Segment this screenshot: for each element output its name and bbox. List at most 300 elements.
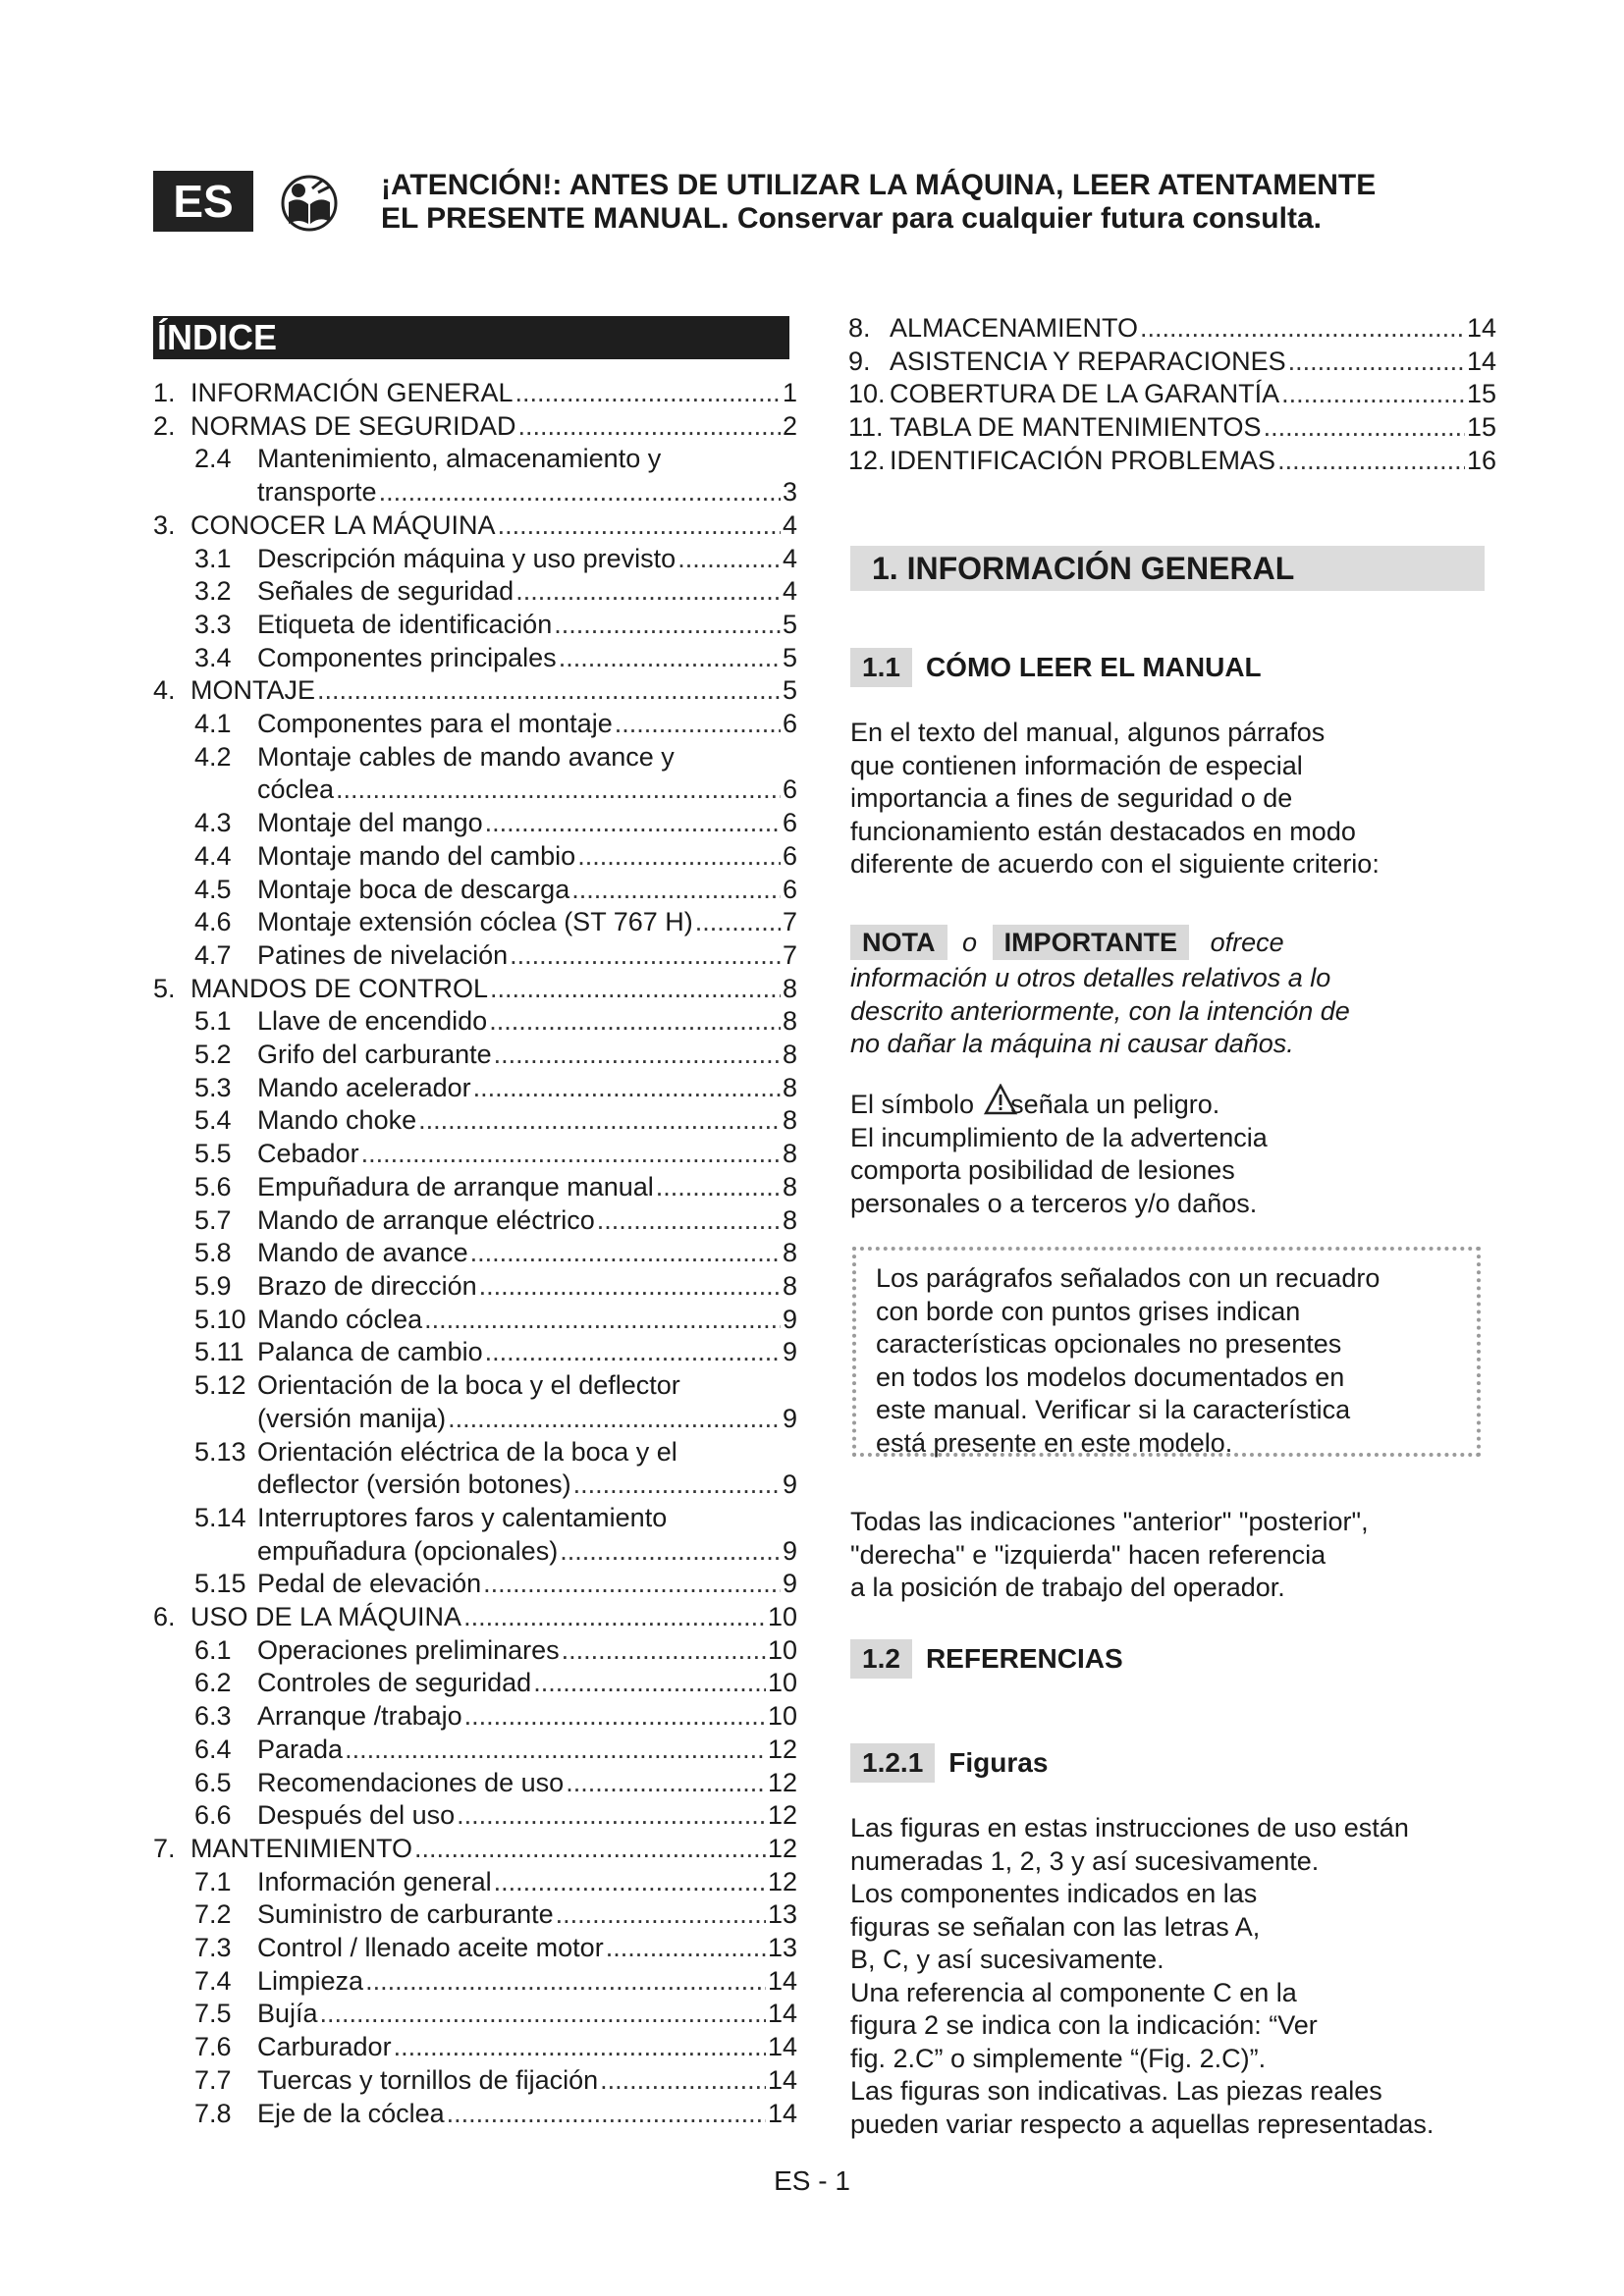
- toc-entry-page: 5: [782, 675, 797, 706]
- toc-entry-label: Montaje cables de mando avance y: [257, 741, 675, 772]
- text-line: fig. 2.C” o simplemente “(Fig. 2.C)”.: [850, 2043, 1267, 2073]
- toc-entry-number: 7.7: [194, 2064, 232, 2095]
- toc-entry-number: 2.4: [194, 444, 232, 474]
- toc-entry: [153, 642, 797, 675]
- toc-leader-dots: [562, 1634, 766, 1668]
- toc-entry-label: Brazo de dirección: [257, 1270, 477, 1301]
- toc-entry-number: 11.: [848, 412, 884, 443]
- toc-entry: [153, 1667, 797, 1700]
- toc-entry-page: 6: [782, 874, 797, 904]
- toc-entry-label: Orientación eléctrica de la boca y el: [257, 1436, 677, 1467]
- toc-entry-number: 6.: [153, 1602, 176, 1632]
- toc-entry-label: (versión manija): [257, 1403, 447, 1433]
- toc-entry-number: 4.5: [194, 874, 232, 904]
- text-line: que contienen información de especial: [850, 750, 1303, 780]
- text-line: información u otros detalles relativos a lo: [850, 963, 1331, 992]
- toc-leader-dots: [1277, 445, 1465, 478]
- toc-leader-dots: [470, 1237, 781, 1270]
- toc-entry-number: 5.7: [194, 1204, 232, 1235]
- toc-entry-number: 3.2: [194, 576, 232, 607]
- toc-entry-page: 10: [767, 1634, 797, 1665]
- toc-entry-page: 12: [767, 1833, 797, 1863]
- toc-entry-label: Recomendaciones de uso: [257, 1767, 565, 1797]
- text-line: pueden variar respecto a aquellas representadas.: [850, 2109, 1435, 2139]
- toc-entry-label: NORMAS DE SEGURIDAD: [190, 410, 516, 441]
- toc-entry-number: 6.4: [194, 1734, 232, 1764]
- toc-leader-dots: [573, 1468, 781, 1502]
- toc-entry: [153, 1403, 797, 1436]
- subsection-1-2-1-heading: [850, 1743, 1048, 1783]
- toc-entry-label: Patines de nivelación: [257, 939, 509, 970]
- text-line: figuras se señalan con las letras A,: [850, 1911, 1261, 1942]
- toc-entry-label: Eje de la cóclea: [257, 2098, 445, 2128]
- toc-entry-page: 10: [767, 1701, 797, 1732]
- toc-entry: [153, 377, 797, 410]
- toc-entry-label: Operaciones preliminares: [257, 1634, 560, 1665]
- toc-entry-label: Grifo del carburante: [257, 1040, 492, 1070]
- toc-entry: [153, 1932, 797, 1965]
- language-badge: ES: [153, 171, 253, 232]
- toc-entry-label: Montaje mando del cambio: [257, 840, 576, 871]
- toc-entry-page: 14: [1466, 313, 1496, 343]
- toc-leader-dots: [448, 1403, 781, 1436]
- toc-entry-page: 8: [782, 1006, 797, 1037]
- toc-entry-page: 14: [767, 2064, 797, 2095]
- toc-leader-dots: [414, 1833, 766, 1866]
- toc-entry-number: 6.5: [194, 1767, 232, 1797]
- toc-entry-number: 5.14: [194, 1502, 246, 1532]
- toc-entry-number: 4.1: [194, 709, 232, 739]
- toc-entry: [153, 2098, 797, 2131]
- toc-entry-number: 4.6: [194, 907, 232, 937]
- toc-entry-page: 16: [1466, 445, 1496, 475]
- toc-entry: [153, 674, 797, 708]
- toc-entry-page: 8: [782, 973, 797, 1003]
- optional-features-box: [852, 1247, 1481, 1457]
- toc-entry-label: Interruptores faros y calentamiento: [257, 1502, 668, 1532]
- read-manual-icon: [275, 173, 344, 234]
- text-line: características opcionales no presentes: [876, 1329, 1342, 1359]
- toc-entry-page: 6: [782, 774, 797, 805]
- toc-entry: [153, 1502, 797, 1535]
- toc-entry-number: 5.10: [194, 1304, 246, 1334]
- toc-entry-label: TABLA DE MANTENIMIENTOS: [890, 412, 1262, 443]
- text-line: personales o a terceros y/o daños.: [850, 1188, 1258, 1218]
- toc-leader-dots: [559, 642, 781, 675]
- index-title: ÍNDICE: [153, 316, 789, 359]
- text-line: Los componentes indicados en las: [850, 1879, 1258, 1908]
- table-of-contents-right: [848, 312, 1496, 478]
- toc-entry-page: 12: [767, 1767, 797, 1797]
- toc-entry-number: 6.2: [194, 1668, 232, 1698]
- toc-entry-label: Montaje del mango: [257, 808, 483, 838]
- toc-entry-label: deflector (versión botones): [257, 1469, 571, 1500]
- text-line: Las figuras en estas instrucciones de uso están: [850, 1813, 1409, 1842]
- toc-entry-label: Después del uso: [257, 1800, 456, 1831]
- toc-entry-page: 9: [782, 1304, 797, 1334]
- toc-leader-dots: [345, 1734, 766, 1767]
- toc-leader-dots: [483, 1568, 781, 1601]
- toc-entry-label: USO DE LA MÁQUINA: [190, 1602, 462, 1632]
- toc-entry-number: 5.9: [194, 1270, 232, 1301]
- symbol-pre-text: El símbolo: [850, 1090, 975, 1119]
- text-line: En el texto del manual, algunos párrafos: [850, 718, 1326, 747]
- toc-entry: [153, 1005, 797, 1039]
- toc-entry: [153, 1237, 797, 1270]
- toc-entry: [153, 1866, 797, 1899]
- danger-paragraph: [850, 1084, 1489, 1220]
- toc-entry-label: MANDOS DE CONTROL: [190, 973, 489, 1003]
- toc-entry-label: Tuercas y tornillos de fijación: [257, 2064, 599, 2095]
- toc-entry: [153, 1304, 797, 1337]
- toc-entry-page: 14: [767, 1999, 797, 2029]
- toc-entry-number: 7.: [153, 1833, 176, 1863]
- toc-entry-number: 4.3: [194, 808, 232, 838]
- toc-leader-dots: [600, 2064, 766, 2098]
- toc-entry: [848, 312, 1496, 346]
- toc-entry-label: Empuñadura de arranque manual: [257, 1171, 654, 1201]
- toc-leader-dots: [510, 939, 781, 973]
- toc-entry: [153, 1104, 797, 1138]
- note-tag: NOTA: [850, 925, 947, 960]
- toc-entry-number: 4.4: [194, 840, 232, 871]
- toc-entry: [153, 1204, 797, 1238]
- toc-entry: [153, 1369, 797, 1403]
- toc-entry-page: 9: [782, 1337, 797, 1367]
- toc-entry-page: 9: [782, 1469, 797, 1500]
- text-line: descrito anteriormente, con la intención de: [850, 995, 1350, 1026]
- figures-paragraph: [850, 1812, 1498, 2141]
- toc-leader-dots: [485, 1336, 781, 1369]
- toc-entry-number: 5.5: [194, 1139, 232, 1169]
- toc-entry: [153, 874, 797, 907]
- toc-leader-dots: [554, 609, 781, 642]
- toc-entry-page: 14: [767, 2032, 797, 2062]
- toc-leader-dots: [518, 410, 781, 444]
- toc-entry-page: 8: [782, 1171, 797, 1201]
- toc-entry-number: 5.15: [194, 1569, 246, 1599]
- toc-entry-label: Arranque /trabajo: [257, 1701, 462, 1732]
- toc-entry-page: 4: [782, 509, 797, 540]
- toc-entry-label: Mando acelerador: [257, 1072, 471, 1102]
- toc-leader-dots: [494, 1039, 781, 1072]
- toc-leader-dots: [533, 1667, 766, 1700]
- toc-entry-number: 3.4: [194, 642, 232, 672]
- toc-entry-label: Control / llenado aceite motor: [257, 1933, 604, 1963]
- manual-warning: [381, 169, 1481, 236]
- text-line: diferente de acuerdo con el siguiente criterio:: [850, 849, 1380, 879]
- toc-entry: [153, 543, 797, 576]
- toc-entry-label: Etiqueta de identificación: [257, 609, 553, 639]
- toc-leader-dots: [577, 840, 781, 874]
- toc-entry-label: Mando cóclea: [257, 1304, 423, 1334]
- toc-entry-page: 8: [782, 1238, 797, 1268]
- toc-entry-page: 9: [782, 1403, 797, 1433]
- subsection-number: 1.1: [850, 648, 912, 687]
- subsection-title: Figuras: [948, 1747, 1049, 1778]
- toc-entry-number: 5.: [153, 973, 176, 1003]
- toc-leader-dots: [1281, 378, 1465, 411]
- toc-entry-label: Llave de encendido: [257, 1006, 488, 1037]
- toc-entry: [848, 378, 1496, 411]
- toc-entry-number: 5.4: [194, 1105, 232, 1136]
- table-of-contents-left: [153, 377, 797, 2130]
- toc-entry-label: Palanca de cambio: [257, 1337, 483, 1367]
- toc-entry-label: Parada: [257, 1734, 344, 1764]
- toc-entry: [153, 410, 797, 444]
- toc-entry-page: 2: [782, 410, 797, 441]
- toc-leader-dots: [606, 1932, 766, 1965]
- toc-entry-page: 8: [782, 1072, 797, 1102]
- toc-entry-page: 8: [782, 1204, 797, 1235]
- text-line: Los parágrafos señalados con un recuadro: [876, 1263, 1380, 1293]
- toc-entry-number: 5.11: [194, 1337, 244, 1367]
- toc-leader-dots: [1264, 411, 1465, 445]
- toc-entry-number: 4.2: [194, 741, 232, 772]
- toc-entry: [153, 1734, 797, 1767]
- toc-entry-number: 6.3: [194, 1701, 232, 1732]
- toc-entry-page: 12: [767, 1734, 797, 1764]
- toc-entry: [153, 807, 797, 840]
- warning-line-1: ¡ATENCIÓN!: ANTES DE UTILIZAR LA MÁQUINA, LEER ATENTAMENTE: [381, 169, 1377, 201]
- toc-entry: [153, 1965, 797, 1999]
- toc-entry-page: 8: [782, 1139, 797, 1169]
- toc-entry-label: Montaje boca de descarga: [257, 874, 570, 904]
- toc-entry-page: 4: [782, 576, 797, 607]
- toc-leader-dots: [485, 807, 781, 840]
- toc-entry-number: 3.3: [194, 609, 232, 639]
- toc-entry: [153, 1336, 797, 1369]
- text-line: no dañar la máquina ni causar daños.: [850, 1029, 1294, 1058]
- text-line: Las figuras son indicativas. Las piezas reales: [850, 2076, 1382, 2106]
- toc-entry-page: 9: [782, 1535, 797, 1566]
- toc-entry-number: 2.: [153, 410, 176, 441]
- toc-entry-page: 7: [782, 907, 797, 937]
- toc-entry-number: 12.: [848, 445, 886, 475]
- subsection-number: 1.2.1: [850, 1743, 935, 1783]
- text-line: en todos los modelos documentados en: [876, 1362, 1345, 1392]
- toc-leader-dots: [515, 377, 781, 410]
- note-offers: ofrece: [1210, 928, 1284, 957]
- toc-entry: [153, 1998, 797, 2031]
- text-line: con borde con puntos grises indican: [876, 1296, 1301, 1326]
- toc-entry-number: 7.1: [194, 1866, 232, 1896]
- subsection-1-1-heading: [850, 648, 1262, 687]
- toc-entry-label: INFORMACIÓN GENERAL: [190, 378, 514, 407]
- toc-entry-page: 9: [782, 1569, 797, 1599]
- toc-entry: [153, 1436, 797, 1469]
- text-line: numeradas 1, 2, 3 y así sucesivamente.: [850, 1845, 1320, 1876]
- toc-entry-label: ASISTENCIA Y REPARACIONES: [890, 346, 1286, 376]
- toc-entry-page: 14: [767, 2098, 797, 2128]
- subsection-number: 1.2: [850, 1639, 912, 1679]
- toc-entry-number: 5.2: [194, 1040, 232, 1070]
- text-line: está presente en este modelo.: [876, 1427, 1233, 1458]
- toc-leader-dots: [320, 1998, 766, 2031]
- toc-entry-number: 6.6: [194, 1800, 232, 1831]
- toc-entry-page: 13: [767, 1933, 797, 1963]
- toc-leader-dots: [615, 708, 781, 741]
- toc-leader-dots: [447, 2098, 766, 2131]
- toc-leader-dots: [1288, 346, 1465, 379]
- toc-entry-number: 7.2: [194, 1899, 232, 1930]
- toc-leader-dots: [473, 1072, 781, 1105]
- subsection-1-2-heading: [850, 1639, 1123, 1679]
- toc-entry-label: COBERTURA DE LA GARANTÍA: [890, 379, 1280, 409]
- toc-leader-dots: [317, 674, 781, 708]
- intro-paragraph: [850, 717, 1489, 881]
- toc-entry-page: 3: [782, 477, 797, 507]
- toc-entry-page: 4: [782, 543, 797, 573]
- toc-entry-label: cóclea: [257, 774, 335, 805]
- toc-entry-page: 8: [782, 1105, 797, 1136]
- toc-entry-number: 7.6: [194, 2032, 232, 2062]
- toc-entry-number: 5.6: [194, 1171, 232, 1201]
- toc-entry: [848, 346, 1496, 379]
- toc-entry: [153, 1270, 797, 1304]
- toc-entry-label: Cebador: [257, 1139, 359, 1169]
- text-line: importancia a fines de seguridad o de: [850, 783, 1293, 813]
- toc-entry: [153, 741, 797, 774]
- toc-leader-dots: [361, 1138, 781, 1171]
- toc-entry-number: 7.3: [194, 1933, 232, 1963]
- toc-entry-label: Información general: [257, 1866, 492, 1896]
- text-line: Una referencia al componente C en la: [850, 1977, 1297, 2007]
- toc-entry-number: 3.1: [194, 543, 232, 573]
- toc-entry: [153, 2064, 797, 2098]
- toc-entry: [153, 509, 797, 543]
- toc-entry-page: 15: [1466, 412, 1496, 443]
- toc-entry-page: 13: [767, 1899, 797, 1930]
- toc-leader-dots: [479, 1270, 781, 1304]
- toc-entry-label: IDENTIFICACIÓN PROBLEMAS: [890, 445, 1276, 475]
- toc-leader-dots: [336, 774, 781, 807]
- toc-entry-number: 7.4: [194, 1965, 232, 1996]
- toc-entry: [153, 1468, 797, 1502]
- toc-entry: [153, 1039, 797, 1072]
- toc-entry-number: 7.5: [194, 1999, 232, 2029]
- toc-entry-label: transporte: [257, 477, 377, 507]
- toc-entry: [153, 1601, 797, 1634]
- toc-entry: [153, 1767, 797, 1800]
- toc-entry-label: Montaje extensión cóclea (ST 767 H): [257, 907, 693, 937]
- toc-entry-label: Suministro de carburante: [257, 1899, 554, 1930]
- toc-entry: [153, 1138, 797, 1171]
- toc-entry-number: 8.: [848, 313, 871, 343]
- toc-entry: [153, 1833, 797, 1866]
- toc-entry-label: Señales de seguridad: [257, 576, 514, 607]
- toc-leader-dots: [394, 2031, 766, 2064]
- toc-leader-dots: [571, 874, 781, 907]
- toc-entry-page: 12: [767, 1800, 797, 1831]
- toc-entry-page: 8: [782, 1270, 797, 1301]
- toc-entry-page: 15: [1466, 379, 1496, 409]
- subsection-title: CÓMO LEER EL MANUAL: [925, 652, 1262, 682]
- toc-entry-label: Controles de seguridad: [257, 1668, 532, 1698]
- toc-entry: [153, 575, 797, 609]
- toc-entry-page: 6: [782, 840, 797, 871]
- toc-leader-dots: [498, 509, 781, 543]
- toc-entry-label: Mando de avance: [257, 1238, 468, 1268]
- toc-entry-label: Descripción máquina y uso previsto: [257, 543, 677, 573]
- toc-entry-number: 5.8: [194, 1238, 232, 1268]
- note-paragraph: [850, 923, 1485, 1061]
- toc-entry: [153, 939, 797, 973]
- subsection-title: REFERENCIAS: [925, 1643, 1123, 1674]
- important-tag: IMPORTANTE: [993, 925, 1190, 960]
- toc-entry-page: 14: [1466, 346, 1496, 376]
- text-line: B, C, y así sucesivamente.: [850, 1945, 1164, 1974]
- toc-leader-dots: [1140, 312, 1465, 346]
- toc-entry-number: 4.: [153, 675, 176, 706]
- toc-entry-label: MANTENIMIENTO: [190, 1833, 413, 1863]
- toc-leader-dots: [489, 1005, 781, 1039]
- toc-entry-page: 6: [782, 709, 797, 739]
- text-line: a la posición de trabajo del operador.: [850, 1573, 1285, 1602]
- toc-leader-dots: [695, 906, 781, 939]
- toc-entry-number: 5.12: [194, 1370, 246, 1401]
- toc-entry-number: 6.1: [194, 1634, 232, 1665]
- toc-entry: [153, 840, 797, 874]
- toc-entry: [153, 906, 797, 939]
- text-line: "derecha" e "izquierda" hacen referencia: [850, 1539, 1326, 1570]
- text-line: Todas las indicaciones "anterior" "posterior",: [850, 1507, 1369, 1536]
- toc-entry-label: Bujía: [257, 1999, 318, 2029]
- toc-leader-dots: [464, 1700, 766, 1734]
- toc-entry-page: 5: [782, 642, 797, 672]
- toc-entry: [153, 774, 797, 807]
- toc-entry: [153, 1171, 797, 1204]
- toc-entry: [153, 609, 797, 642]
- toc-entry: [153, 2031, 797, 2064]
- toc-entry-number: 5.3: [194, 1072, 232, 1102]
- toc-entry-label: Limpieza: [257, 1965, 364, 1996]
- toc-entry: [153, 1799, 797, 1833]
- toc-entry-label: Orientación de la boca y el deflector: [257, 1370, 680, 1401]
- toc-entry-label: Mando choke: [257, 1105, 417, 1136]
- text-line: comporta posibilidad de lesiones: [850, 1155, 1235, 1185]
- toc-entry: [153, 1568, 797, 1601]
- toc-entry-number: 1.: [153, 378, 176, 407]
- toc-entry: [848, 411, 1496, 445]
- toc-entry-page: 14: [767, 1965, 797, 1996]
- note-or: o: [962, 928, 978, 957]
- warning-line-2: EL PRESENTE MANUAL. Conservar para cualquier futura consulta.: [381, 202, 1322, 235]
- toc-leader-dots: [656, 1171, 781, 1204]
- toc-entry-number: 3.: [153, 509, 176, 540]
- toc-leader-dots: [494, 1866, 766, 1899]
- toc-entry-page: 8: [782, 1040, 797, 1070]
- toc-entry-label: CONOCER LA MÁQUINA: [190, 509, 496, 540]
- text-line: este manual. Verificar si la característica: [876, 1395, 1351, 1424]
- toc-leader-dots: [490, 973, 781, 1006]
- toc-entry: [848, 445, 1496, 478]
- toc-leader-dots: [463, 1601, 766, 1634]
- toc-entry: [153, 476, 797, 509]
- toc-entry-page: 10: [767, 1602, 797, 1632]
- toc-entry-page: 5: [782, 609, 797, 639]
- toc-entry-label: Mantenimiento, almacenamiento y: [257, 444, 662, 474]
- toc-entry: [153, 1072, 797, 1105]
- text-line: El incumplimiento de la advertencia: [850, 1122, 1268, 1152]
- toc-entry-label: Pedal de elevación: [257, 1569, 482, 1599]
- toc-leader-dots: [379, 476, 781, 509]
- toc-entry: [153, 708, 797, 741]
- toc-entry-label: Carburador: [257, 2032, 392, 2062]
- toc-entry-label: Mando de arranque eléctrico: [257, 1204, 595, 1235]
- section-1-title: 1. INFORMACIÓN GENERAL: [850, 546, 1485, 591]
- toc-entry-label: MONTAJE: [190, 675, 315, 706]
